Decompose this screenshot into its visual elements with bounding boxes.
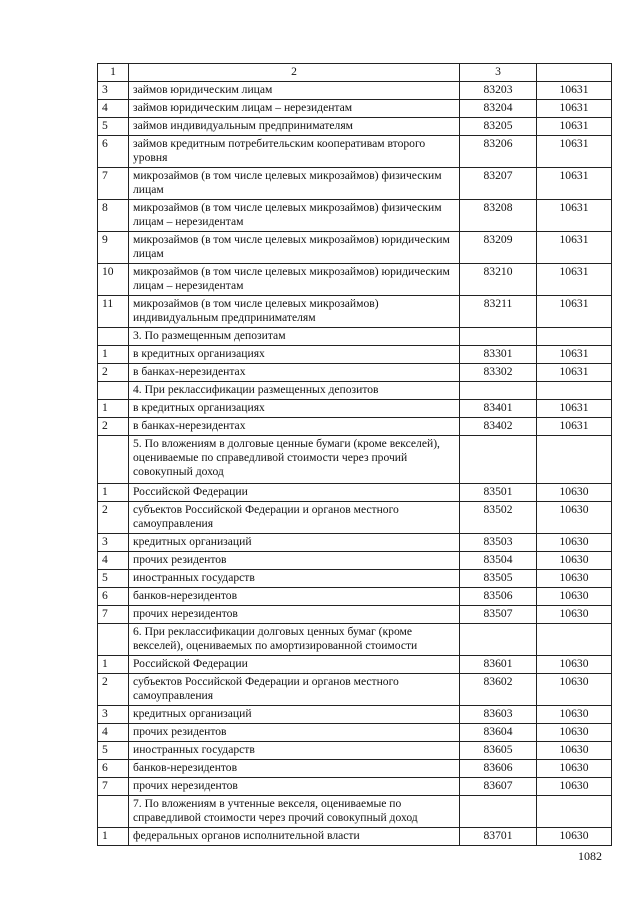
account-name-cell: прочих нерезидентов <box>129 606 460 624</box>
account-name-cell: в банках-нерезидентах <box>129 364 460 382</box>
ref-code-cell: 10630 <box>537 606 612 624</box>
row-number-cell: 2 <box>98 674 129 706</box>
table-row <box>98 296 612 328</box>
table-row <box>98 502 612 534</box>
account-code-cell: 83503 <box>460 534 537 552</box>
section-title: 7. По вложениям в учтенные векселя, оцениваемые по справедливой стоимости через прочий совокупный доход <box>129 796 460 828</box>
ref-code-cell: 10630 <box>537 778 612 796</box>
section-row <box>98 436 612 484</box>
section-title: 3. По размещенным депозитам <box>129 328 460 346</box>
table-row <box>98 534 612 552</box>
ref-code-cell: 10630 <box>537 534 612 552</box>
account-code-cell: 83506 <box>460 588 537 606</box>
row-number-cell: 3 <box>98 82 129 100</box>
row-number-cell: 3 <box>98 706 129 724</box>
row-number-cell: 11 <box>98 296 129 328</box>
row-number-cell: 5 <box>98 118 129 136</box>
account-name-cell: займов юридическим лицам – нерезидентам <box>129 100 460 118</box>
row-number-cell: 6 <box>98 588 129 606</box>
ref-code-cell: 10630 <box>537 742 612 760</box>
account-name-cell: прочих резидентов <box>129 552 460 570</box>
account-code-cell: 83210 <box>460 264 537 296</box>
account-code-cell: 83208 <box>460 200 537 232</box>
ref-code-cell <box>537 624 612 656</box>
section-title: 5. По вложениям в долговые ценные бумаги (кроме векселей), оцениваемые по справедливой стоимости через прочий совокупный доход <box>129 436 460 484</box>
row-number-cell: 4 <box>98 724 129 742</box>
row-number-cell: 5 <box>98 742 129 760</box>
account-code-cell: 83401 <box>460 400 537 418</box>
ref-code-cell <box>537 328 612 346</box>
account-code-cell <box>460 624 537 656</box>
account-code-cell: 83207 <box>460 168 537 200</box>
row-number-cell: 3 <box>98 534 129 552</box>
row-number-cell: 7 <box>98 778 129 796</box>
header-cell-code: 3 <box>460 64 537 82</box>
header-cell-number: 1 <box>98 64 129 82</box>
account-name-cell: иностранных государств <box>129 742 460 760</box>
account-name-cell: в банках-нерезидентах <box>129 418 460 436</box>
account-code-cell: 83206 <box>460 136 537 168</box>
ref-code-cell: 10631 <box>537 346 612 364</box>
section-row <box>98 624 612 656</box>
account-code-cell: 83501 <box>460 484 537 502</box>
table-row <box>98 570 612 588</box>
account-name-cell: кредитных организаций <box>129 534 460 552</box>
account-code-cell: 83505 <box>460 570 537 588</box>
header-cell-ref <box>537 64 612 82</box>
row-number-cell: 7 <box>98 168 129 200</box>
account-name-cell: займов индивидуальным предпринимателям <box>129 118 460 136</box>
row-number-cell: 1 <box>98 656 129 674</box>
section-title: 4. При реклассификации размещенных депозитов <box>129 382 460 400</box>
table-row <box>98 484 612 502</box>
ref-code-cell: 10631 <box>537 168 612 200</box>
section-title: 6. При реклассификации долговых ценных бумаг (кроме векселей), оцениваемых по амортизированной стоимости <box>129 624 460 656</box>
ref-code-cell: 10631 <box>537 364 612 382</box>
ref-code-cell: 10630 <box>537 674 612 706</box>
table-row <box>98 724 612 742</box>
account-name-cell: субъектов Российской Федерации и органов местного самоуправления <box>129 674 460 706</box>
ref-code-cell: 10630 <box>537 724 612 742</box>
table-row <box>98 742 612 760</box>
table-row <box>98 118 612 136</box>
row-number-cell <box>98 436 129 484</box>
section-row <box>98 796 612 828</box>
table-row <box>98 706 612 724</box>
account-code-cell: 83205 <box>460 118 537 136</box>
ref-code-cell: 10631 <box>537 232 612 264</box>
account-name-cell: иностранных государств <box>129 570 460 588</box>
account-code-cell: 83301 <box>460 346 537 364</box>
account-code-cell: 83203 <box>460 82 537 100</box>
page-number: 1082 <box>578 849 602 863</box>
row-number-cell: 1 <box>98 828 129 846</box>
account-code-cell: 83502 <box>460 502 537 534</box>
ref-code-cell: 10631 <box>537 200 612 232</box>
table-row <box>98 264 612 296</box>
table-row <box>98 136 612 168</box>
account-code-cell: 83402 <box>460 418 537 436</box>
row-number-cell: 6 <box>98 136 129 168</box>
account-name-cell: федеральных органов исполнительной власти <box>129 828 460 846</box>
account-code-cell: 83606 <box>460 760 537 778</box>
ref-code-cell: 10631 <box>537 264 612 296</box>
account-name-cell: в кредитных организациях <box>129 346 460 364</box>
ref-code-cell: 10631 <box>537 296 612 328</box>
ref-code-cell: 10631 <box>537 118 612 136</box>
account-name-cell: Российской Федерации <box>129 484 460 502</box>
account-name-cell: микрозаймов (в том числе целевых микрозаймов) индивидуальным предпринимателям <box>129 296 460 328</box>
account-name-cell: в кредитных организациях <box>129 400 460 418</box>
ref-code-cell <box>537 382 612 400</box>
account-code-cell: 83603 <box>460 706 537 724</box>
table-row <box>98 606 612 624</box>
account-name-cell: банков-нерезидентов <box>129 588 460 606</box>
account-code-cell: 83204 <box>460 100 537 118</box>
ref-code-cell: 10631 <box>537 82 612 100</box>
account-name-cell: прочих нерезидентов <box>129 778 460 796</box>
table-row <box>98 168 612 200</box>
account-name-cell: займов юридическим лицам <box>129 82 460 100</box>
table-body <box>98 64 612 846</box>
section-row <box>98 328 612 346</box>
ref-code-cell: 10631 <box>537 136 612 168</box>
section-row <box>98 382 612 400</box>
table-row <box>98 674 612 706</box>
account-name-cell: микрозаймов (в том числе целевых микрозаймов) физическим лицам – нерезидентам <box>129 200 460 232</box>
account-code-cell: 83504 <box>460 552 537 570</box>
table-row <box>98 418 612 436</box>
account-code-cell: 83209 <box>460 232 537 264</box>
account-code-cell: 83607 <box>460 778 537 796</box>
account-name-cell: прочих резидентов <box>129 724 460 742</box>
account-code-cell <box>460 436 537 484</box>
ref-code-cell: 10630 <box>537 552 612 570</box>
row-number-cell: 7 <box>98 606 129 624</box>
header-row <box>98 64 612 82</box>
account-code-cell: 83211 <box>460 296 537 328</box>
account-code-cell: 83507 <box>460 606 537 624</box>
table-row <box>98 828 612 846</box>
account-code-cell <box>460 796 537 828</box>
row-number-cell: 2 <box>98 364 129 382</box>
account-name-cell: субъектов Российской Федерации и органов местного самоуправления <box>129 502 460 534</box>
account-code-cell: 83701 <box>460 828 537 846</box>
table-row <box>98 82 612 100</box>
table-row <box>98 232 612 264</box>
row-number-cell: 4 <box>98 100 129 118</box>
accounts-table <box>97 63 612 846</box>
table-row <box>98 760 612 778</box>
row-number-cell: 1 <box>98 484 129 502</box>
account-name-cell: займов кредитным потребительским кооперативам второго уровня <box>129 136 460 168</box>
table-row <box>98 200 612 232</box>
account-name-cell: банков-нерезидентов <box>129 760 460 778</box>
table-row <box>98 552 612 570</box>
row-number-cell: 1 <box>98 346 129 364</box>
row-number-cell: 6 <box>98 760 129 778</box>
ref-code-cell: 10630 <box>537 502 612 534</box>
row-number-cell: 9 <box>98 232 129 264</box>
ref-code-cell: 10630 <box>537 760 612 778</box>
account-code-cell: 83601 <box>460 656 537 674</box>
ref-code-cell: 10631 <box>537 400 612 418</box>
ref-code-cell: 10630 <box>537 656 612 674</box>
account-name-cell: Российской Федерации <box>129 656 460 674</box>
ref-code-cell <box>537 796 612 828</box>
account-name-cell: микрозаймов (в том числе целевых микрозаймов) физическим лицам <box>129 168 460 200</box>
table-row <box>98 778 612 796</box>
account-name-cell: микрозаймов (в том числе целевых микрозаймов) юридическим лицам <box>129 232 460 264</box>
ref-code-cell: 10631 <box>537 100 612 118</box>
account-code-cell: 83302 <box>460 364 537 382</box>
ref-code-cell: 10630 <box>537 484 612 502</box>
row-number-cell: 1 <box>98 400 129 418</box>
row-number-cell <box>98 796 129 828</box>
account-name-cell: кредитных организаций <box>129 706 460 724</box>
ref-code-cell: 10630 <box>537 570 612 588</box>
row-number-cell: 5 <box>98 570 129 588</box>
row-number-cell: 8 <box>98 200 129 232</box>
account-code-cell <box>460 382 537 400</box>
table-row <box>98 100 612 118</box>
row-number-cell: 2 <box>98 418 129 436</box>
table-row <box>98 346 612 364</box>
row-number-cell: 2 <box>98 502 129 534</box>
account-code-cell <box>460 328 537 346</box>
account-name-cell: микрозаймов (в том числе целевых микрозаймов) юридическим лицам – нерезидентам <box>129 264 460 296</box>
row-number-cell: 10 <box>98 264 129 296</box>
account-code-cell: 83602 <box>460 674 537 706</box>
ref-code-cell: 10630 <box>537 706 612 724</box>
ref-code-cell <box>537 436 612 484</box>
header-cell-name: 2 <box>129 64 460 82</box>
row-number-cell: 4 <box>98 552 129 570</box>
account-code-cell: 83605 <box>460 742 537 760</box>
ref-code-cell: 10630 <box>537 588 612 606</box>
ref-code-cell: 10630 <box>537 828 612 846</box>
row-number-cell <box>98 624 129 656</box>
table-row <box>98 656 612 674</box>
table-row <box>98 400 612 418</box>
row-number-cell <box>98 382 129 400</box>
table-row <box>98 364 612 382</box>
account-code-cell: 83604 <box>460 724 537 742</box>
ref-code-cell: 10631 <box>537 418 612 436</box>
row-number-cell <box>98 328 129 346</box>
table-row <box>98 588 612 606</box>
